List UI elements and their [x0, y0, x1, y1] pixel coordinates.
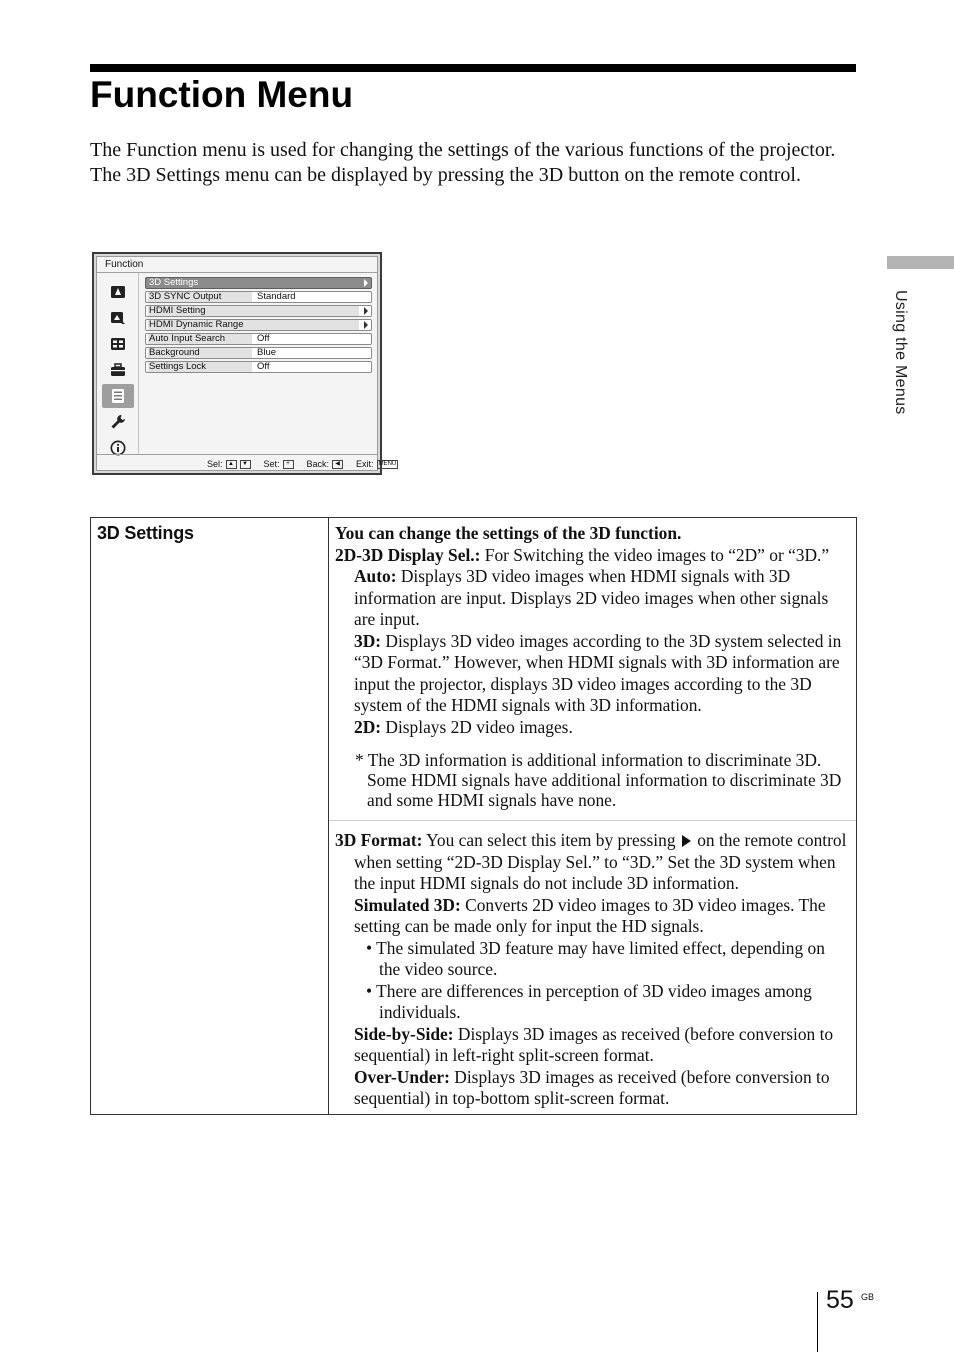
function-icon[interactable]: [102, 384, 134, 408]
osd-row-label: Background: [148, 348, 252, 358]
chevron-right-icon: [364, 307, 368, 315]
settings-table: [90, 517, 857, 1115]
up-arrow-key-icon: ▲: [226, 460, 237, 469]
page-title: Function Menu: [90, 74, 354, 115]
enter-key-icon: +: [283, 460, 294, 469]
osd-row-label: HDMI Dynamic Range: [148, 320, 359, 330]
osd-row-label: 3D SYNC Output: [148, 292, 252, 302]
chevron-right-icon: [364, 279, 368, 287]
screen-icon[interactable]: [102, 306, 134, 330]
osd-row-value: Off: [257, 361, 270, 372]
setup-icon[interactable]: [102, 332, 134, 356]
section-label: Using the Menus: [892, 290, 909, 415]
table-row: [91, 518, 857, 1115]
description: Displays 3D video images according to the 3D system selected in “3D Format.” However, when HDMI signals with 3D information are input the projector, displays 3D video images according to the 3D system of the HDMI signals with 3D information.: [354, 630, 842, 715]
description: on the remote control when setting “2D-3D Display Sel.” to “3D.” Set the 3D system when the input HDMI signals do not include 3D information.: [354, 830, 847, 893]
term: 2D-3D Display Sel.:: [335, 544, 481, 565]
term: 2D:: [354, 716, 382, 737]
osd-row-label: Auto Input Search: [148, 334, 252, 344]
item-name: 3D Settings: [91, 518, 329, 1115]
description: Converts 2D video images to 3D video images. The setting can be made only for input the HD signals.: [354, 894, 826, 936]
description: Displays 3D images as received (before conversion to sequential) in top-bottom split-screen format.: [354, 1066, 830, 1108]
intro-paragraph: The Function menu is used for changing the settings of the various functions of the projector.: [90, 139, 836, 161]
osd-menu-icons: [97, 273, 139, 454]
chevron-right-icon: [364, 321, 368, 329]
right-arrow-icon: [682, 835, 691, 847]
description: For Switching the video images to “2D” or “3D.”: [480, 544, 830, 565]
osd-set-label: Set:: [263, 459, 280, 469]
page-number: 55: [826, 1286, 854, 1314]
osd-row-value: Standard: [257, 291, 296, 302]
function-menu-screenshot: [92, 252, 397, 475]
intro-paragraph: The 3D Settings menu can be displayed by pressing the 3D button on the remote control.: [90, 164, 801, 186]
section-tab: [887, 256, 954, 269]
wrench-icon[interactable]: [102, 410, 134, 434]
lead-text: You can change the settings of the 3D function.: [335, 523, 682, 543]
description: You can select this item by pressing: [422, 830, 680, 850]
osd-row-3d-sync-output[interactable]: [145, 291, 372, 303]
osd-footer: [207, 459, 398, 469]
menu-key-icon: MENU: [378, 461, 397, 467]
footnote: * The 3D information is additional information to discriminate 3D. Some HDMI signals have additional information to discriminate 3D and some HDMI signals have none.: [355, 750, 842, 810]
description: Displays 2D video images.: [381, 716, 573, 737]
page-region-code: GB: [861, 1292, 875, 1302]
osd-row-label: HDMI Setting: [148, 306, 359, 316]
down-arrow-key-icon: ▼: [240, 460, 251, 469]
term: Side-by-Side:: [354, 1023, 454, 1044]
osd-row-3d-settings[interactable]: [145, 277, 372, 289]
osd-row-hdmi-setting[interactable]: [145, 305, 372, 317]
term: Simulated 3D:: [354, 894, 461, 915]
info-icon[interactable]: [102, 436, 134, 460]
description: Displays 3D images as received (before conversion to sequential) in left-right split-screen format.: [354, 1023, 834, 1065]
term: Over-Under:: [354, 1066, 450, 1087]
osd-exit-label: Exit:: [356, 459, 374, 469]
installation-icon[interactable]: [102, 358, 134, 382]
osd-back-label: Back:: [306, 459, 330, 469]
picture-icon[interactable]: [102, 280, 134, 304]
description: Displays 3D video images when HDMI signals with 3D information are input. Displays 2D video images when other signals are input.: [354, 566, 829, 629]
osd-row-value: Off: [257, 333, 270, 344]
osd-row-label: 3D Settings: [148, 278, 359, 288]
osd-title: Function: [105, 259, 144, 270]
bullet-item: • The simulated 3D feature may have limited effect, depending on the video source.: [335, 938, 848, 981]
osd-row-value: Blue: [257, 347, 277, 358]
item-description: [329, 518, 857, 1115]
intro-text: [90, 138, 870, 188]
osd-row-auto-input-search[interactable]: [145, 333, 372, 345]
page-number-rule: [817, 1292, 818, 1352]
bullet-item: • There are differences in perception of 3D video images among individuals.: [335, 981, 848, 1024]
osd-row-settings-lock[interactable]: [145, 361, 372, 373]
term: 3D Format:: [335, 830, 423, 850]
osd-row-label: Settings Lock: [148, 362, 252, 372]
left-arrow-key-icon: ◀: [332, 460, 343, 469]
term: 3D:: [354, 630, 382, 651]
osd-row-hdmi-dynamic-range[interactable]: [145, 319, 372, 331]
osd-sel-label: Sel:: [207, 459, 223, 469]
term: Auto:: [354, 566, 397, 586]
title-rule: [90, 64, 856, 72]
osd-row-background[interactable]: [145, 347, 372, 359]
